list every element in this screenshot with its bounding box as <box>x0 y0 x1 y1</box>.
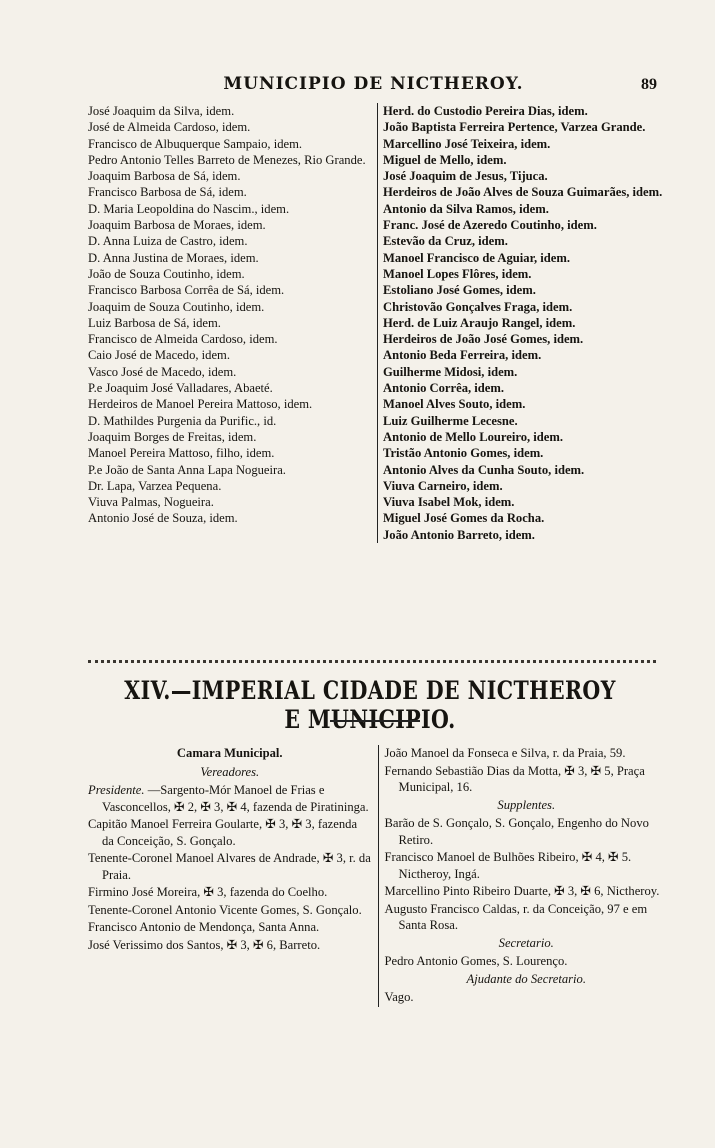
page-header <box>90 74 657 96</box>
supplente-entry: Marcellino Pinto Ribeiro Duarte, ✠ 3, ✠ 6, Nictheroy. <box>384 884 660 898</box>
presidente-label: Presidente. <box>88 783 145 797</box>
ajudante-heading: Ajudante do Secretario. <box>466 971 586 986</box>
vereador-entry: Capitão Manoel Ferreira Goularte, ✠ 3, ✠ 3, fazenda da Conceição, S. Gonçalo. <box>88 817 358 848</box>
list-entry: Antonio de Mello Loureiro, idem. <box>383 429 564 444</box>
list-entry: João Baptista Ferreira Pertence, Varzea Grande. <box>383 120 646 135</box>
list-entry: Francisco de Albuquerque Sampaio, idem. <box>88 136 303 151</box>
camara-left-column <box>88 745 379 1007</box>
list-entry: José Joaquim de Jesus, Tijuca. <box>383 169 548 184</box>
running-title: MUNICIPIO DE NICTHEROY. <box>223 74 524 94</box>
vereador-entry: Francisco Antonio de Mendonça, Santa Anna. <box>88 920 320 934</box>
list-entry: Francisco de Almeida Cardoso, idem. <box>88 332 278 347</box>
list-entry: Herd. de Luiz Araujo Rangel, idem. <box>383 315 576 330</box>
list-entry: Antonio Alves da Cunha Souto, idem. <box>383 462 585 477</box>
list-entry: Christovão Gonçalves Fraga, idem. <box>383 299 573 314</box>
section-title: XIV.—IMPERIAL CIDADE DE NICTHEROY E MUNICIPIO. <box>124 676 616 734</box>
presidente-text: —Sargento-Mór Manoel de Frias e Vasconcellos, ✠ 2, ✠ 3, ✠ 4, fazenda de Piratininga. <box>102 783 369 814</box>
list-entry: Manoel Alves Souto, idem. <box>383 397 526 412</box>
list-entry: Joaquim Borges de Freitas, idem. <box>88 429 257 444</box>
camara-table <box>88 745 668 1007</box>
list-entry: P.e Joaquim José Valladares, Abaeté. <box>88 381 273 396</box>
title-rule <box>330 720 420 722</box>
list-entry: Viuva Isabel Mok, idem. <box>383 495 515 510</box>
list-entry: Marcellino José Teixeira, idem. <box>383 136 551 151</box>
list-entry: Herdeiros de João José Gomes, idem. <box>383 332 584 347</box>
list-entry: Antonio Corrêa, idem. <box>383 381 505 396</box>
list-entry: Pedro Antonio Telles Barreto de Menezes, Rio Grande. <box>88 152 366 167</box>
list-entry: Herdeiros de João Alves de Souza Guimarães, idem. <box>383 185 663 200</box>
list-entry: Guilherme Midosi, idem. <box>383 364 518 379</box>
vereador-entry: Tenente-Coronel Manoel Alvares de Andrade, ✠ 3, r. da Praia. <box>88 851 371 882</box>
list-entry: D. Maria Leopoldina do Nascim., idem. <box>88 201 290 216</box>
list-entry: Tristão Antonio Gomes, idem. <box>383 446 544 461</box>
ornamental-divider <box>88 660 656 671</box>
vereadores-heading: Vereadores. <box>200 764 260 779</box>
page-number: 89 <box>641 76 657 93</box>
list-entry: Miguel de Mello, idem. <box>383 152 507 167</box>
list-entry: Francisco Barbosa Corrêa de Sá, idem. <box>88 283 285 298</box>
list-entry: Manoel Lopes Flôres, idem. <box>383 266 532 281</box>
secretario-entry: Pedro Antonio Gomes, S. Lourenço. <box>384 954 568 968</box>
list-entry: Herd. do Custodio Pereira Dias, idem. <box>383 104 588 118</box>
ajudante-entry: Vago. <box>384 990 414 1004</box>
list-entry: Viuva Carneiro, idem. <box>383 478 503 493</box>
list-entry: José de Almeida Cardoso, idem. <box>88 120 251 135</box>
list-entry: Joaquim Barbosa de Sá, idem. <box>88 169 241 184</box>
list-entry: Estoliano José Gomes, idem. <box>383 283 536 298</box>
list-entry: Joaquim de Souza Coutinho, idem. <box>88 299 265 314</box>
landowners-table <box>88 103 668 543</box>
list-entry: Luiz Barbosa de Sá, idem. <box>88 315 221 330</box>
supplente-entry: Augusto Francisco Caldas, r. da Conceição, 97 e em Santa Rosa. <box>384 901 648 932</box>
vereador-entry: Tenente-Coronel Antonio Vicente Gomes, S. Gonçalo. <box>88 902 362 917</box>
supplente-entry: Barão de S. Gonçalo, S. Gonçalo, Engenho do Novo Retiro. <box>384 816 649 847</box>
list-entry: Vasco José de Macedo, idem. <box>88 364 237 379</box>
list-entry: P.e João de Santa Anna Lapa Nogueira. <box>88 462 286 477</box>
left-column <box>88 103 378 543</box>
list-entry: Francisco Barbosa de Sá, idem. <box>88 185 247 200</box>
list-entry: Estevão da Cruz, idem. <box>383 234 508 249</box>
list-entry: Antonio Beda Ferreira, idem. <box>383 348 542 363</box>
vereador-entry: Firmino José Moreira, ✠ 3, fazenda do Coelho. <box>88 885 328 899</box>
list-entry: D. Anna Justina de Moraes, idem. <box>88 250 259 265</box>
supplente-entry: Francisco Manoel de Bulhões Ribeiro, ✠ 4, ✠ 5. Nictheroy, Ingá. <box>384 850 632 881</box>
supplentes-heading: Supplentes. <box>497 797 556 812</box>
vereador-entry: José Verissimo dos Santos, ✠ 3, ✠ 6, Barreto. <box>88 937 321 952</box>
list-entry: Antonio José de Souza, idem. <box>88 511 238 526</box>
presidente-entry <box>88 782 372 815</box>
right-column <box>378 103 668 543</box>
list-entry: Miguel José Gomes da Rocha. <box>383 511 545 526</box>
list-entry: Dr. Lapa, Varzea Pequena. <box>88 478 222 493</box>
list-entry: Herdeiros de Manoel Pereira Mattoso, idem. <box>88 397 313 412</box>
list-entry: João de Souza Coutinho, idem. <box>88 266 245 281</box>
vereador-entry: João Manoel da Fonseca e Silva, r. da Praia, 59. <box>384 746 626 760</box>
list-entry: José Joaquim da Silva, idem. <box>88 104 235 118</box>
list-entry: Franc. José de Azeredo Coutinho, idem. <box>383 218 597 233</box>
list-entry: Caio José de Macedo, idem. <box>88 348 230 363</box>
list-entry: Luiz Guilherme Lecesne. <box>383 413 518 428</box>
list-entry: Manoel Francisco de Aguiar, idem. <box>383 250 571 265</box>
list-entry: Viuva Palmas, Nogueira. <box>88 495 214 510</box>
list-entry: Manoel Pereira Mattoso, filho, idem. <box>88 446 275 461</box>
list-entry: Antonio da Silva Ramos, idem. <box>383 201 549 216</box>
list-entry: Joaquim Barbosa de Moraes, idem. <box>88 218 266 233</box>
secretario-heading: Secretario. <box>498 935 554 950</box>
camara-heading: Camara Municipal. <box>176 746 283 760</box>
list-entry: D. Anna Luiza de Castro, idem. <box>88 234 248 249</box>
list-entry: João Antonio Barreto, idem. <box>383 527 535 542</box>
camara-right-column <box>379 745 669 1007</box>
vereador-entry: Fernando Sebastião Dias da Motta, ✠ 3, ✠ 5, Praça Municipal, 16. <box>384 763 645 794</box>
list-entry: D. Mathildes Purgenia da Purific., id. <box>88 413 277 428</box>
